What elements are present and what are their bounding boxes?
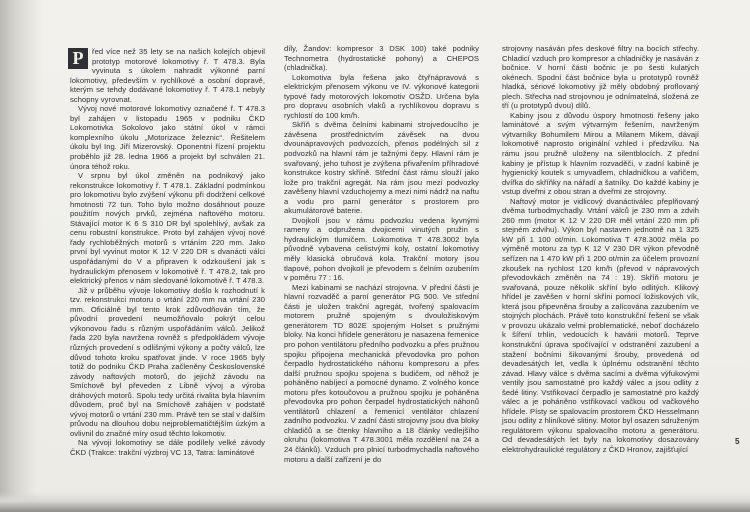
- paragraph-text: řed více než 35 lety se na našich kolejích objevil prototyp motorové lokomotivy ř. T 478.3. Byla vyvinuta s úkolem nahradit výkonné parní lokomotivy, především v rychlíkové a osobní dopravě, kterým se tehdy dodávané lokomotivy ř. T 478.1 nebyly schopny vyrovnat.: [70, 47, 265, 104]
- text-column-2: [284, 44, 479, 464]
- paragraph: Vývoj nové motorové lokomotivy označené ř. T 478.3 byl zahájen v listopadu 1965 v podniku ČKD Lokomotivka Sokolovo jako státní úkol v rámci komplexního úkolu „Motorizace železnic“. Řešitelem úkolu byl Ing. Jiří Mizerovský. Oponentní řízení projektu proběhlo již 28. ledna 1966 a projekt byl schválen 21. února téhož roku.: [70, 104, 265, 171]
- paragraph: Na vývoji lokomotivy se dále podílely velké závody ČKD (Trakce: trakční výzbroj VC 13, Tatra: laminátové: [70, 438, 265, 457]
- paragraph: Skříň s dvěma čelními kabinami strojvedoucího je závěsena prostřednictvím závěsek na dvou dvounápravových podvozcích, přenos podélných sil z podvozků na hlavní rám je tažnými čepy. Hlavní rám je svařovaný, jeho tuhost je zvýšena přivařením příhradové konstrukce kostry skříně. Střední část rámu slouží jako lože pro trakční agregát. Na rám jsou mezi podvozky zavěšeny hlavní vzduchojemy a mezi nimi nádrž na naftu a vodu pro parní generátor s prostorem pro akumulátorové baterie.: [284, 120, 479, 216]
- paragraph: Již v průběhu vývoje lokomotivy došlo k rozhodnutí k tzv. rekonstrukci motoru o vrtání 220 mm na vrtání 230 mm. Oficiálně byl tento krok zdůvodňován tím, že původní provedení neumožňovalo pokrýt celou výkonovou řadu s různým uspořádáním válců. Jelikož řada 220 byla navržena rovněž s předpokládem vývoje různých provedení s odlišnými výkony a počty válců, lze důvod tohoto kroku spatřovat jinde. V roce 1965 byly totiž do podniku ČKD Praha začleněny Československé závody naftových motorů, do jejichž závodu na Smíchově byl převeden z Libně vývoj a výroba dráhových motorů. Spolu tedy určitá rivalita byla hlavním důvodem, proč byl na Smíchově zahájen v podstatě vývoj motorů o vrtání 230 mm. Právě ten se stal v dalším průvodu na dlouhou dobu nejproblematičtějším úzkým a ovlivnil do značné míry osud těchto lokomotiv.: [70, 285, 265, 438]
- paragraph: V srpnu byl úkol změněn na podnikový jako rekonstrukce lokomotivy ř. T 478.1. Základní podmínkou pro lokomotivu bylo zvýšení výkonu při dodržení celkové hmotnosti 72 tun. Toho bylo možno dosáhnout pouze použitím nových prvků, zejména naftového motoru. Stávající motor K 6 S 310 DR byl spolehlivý, avšak za cenu robustní konstrukce. Proto byl zahájen vývoj nové řady rychloběžných motorů s vrtáním 220 mm. Jako první byl vyvinut motor K 12 V 220 DR s dvanácti válci uspořádanými do V a připraven k odzkoušení jak s hydraulickým přenosem v lokomotivě ř. T 478.2, tak pro elektrický přenos v nám sledované lokomotivě ř. T 478.3.: [70, 171, 265, 286]
- paragraph: díly, Žandov: kompresor 3 DSK 100) také podniky Technometra (hydrostatické pohony) a CHEPOS (chladnička).: [284, 44, 479, 73]
- paragraph: Mezi kabinami se nachází strojovna. V přední části je hlavní rozvaděč a parní generátor PG 500. Ve střední části je uložen trakční agregát, tvořený spalovacím motorem pružně spojeným s dvouložiskovým generátorem TD 802E spojeným Holset s pružnými bloky. Na konci hřídele generátoru je nasazena řemenice pro pohon ventilátoru předního podvozku a přes pružnou spojku připojena mechanická převodovka pro pohon čerpadlo hydrostatického náhonu kompresoru a přes další pružnou spojku spojena s budičem, od něhož je poháněno nabíjecí a pomocné dynamo. Z volného konce motoru přes kotoučovou a pružnou spojku je poháněna převodovka pro pohon čerpadel hydrostatických náhonů ventilátorů chlazení a řemenicí ventilátor chlazení zadního podvozku. V zadní části strojovny jsou dva bloky chladičů a se čtenky hlavního a 18 články vedlejšího okruhu (lokomotiva T 478.3001 měla rozdělení na 24 a 24 článků). Vzduch pro plnicí turbodmychadla naftového motoru a další zařízení je do: [284, 282, 479, 464]
- paragraph: Lokomotiva byla řešena jako čtyřnápravová s elektrickým přenosem výkonu ve IV. výkonové kategorii typové řady motorových lokomotiv OSŽD. Určena byla pro dopravu osobních vlaků a rychlíkovou dopravu s rychlostí do 100 km/h.: [284, 72, 479, 120]
- paragraph: strojovny nasáván přes deskové filtry na bocích střechy. Chladicí vzduch pro kompresor a chladničky je nasáván z bočnice. V horní části bočnic je po šesti kulatých okénech. Spodní část bočnice byla u prototypů rovněž hladká, sériové lokomotivy již měly obdobný proflovaný plech. Střecha nad strojovnou je odnímatelná, složená ze tří (u prototypů dvou) dílů.: [502, 44, 699, 111]
- text-column-1: [70, 47, 265, 458]
- paragraph: [70, 47, 265, 104]
- page-number: 5: [735, 437, 740, 446]
- text-column-3: [502, 44, 699, 455]
- page-bottom-edge: [0, 492, 750, 512]
- paragraph: Kabiny jsou z důvodu úspory hmotnosti řešeny jako laminátové a svým výtvarným řešením, navrženým výtvarníky Bohumilem Mirou a Milanem Mikem, dávají lokomotivě naprosto originální vzhled i předzvíku. Na rámu jsou pružně uloženy na silentblocích. Z přední kabiny je přístup k hlavním rozvaděči, v zadní kabině je hygienický koutek s umyvadlem, chladničkou a vařičem, dvířka do skříňky na nářadí a šatníky. Do každé kabiny je vstup dveřmi z obou stran a dveřmi ze strojovny.: [502, 110, 699, 197]
- paragraph: Dvojkolí jsou v rámu podvozku vedena kyvnými rameny a odpružena dvojicemi vinutých pružin s hydraulickým tlumičem. Lokomotiva T 478.3002 byla původně vybavena celistvými koly, ostatní lokomotivy měly klasická obručová kola. Trakční motory jsou tlapové, pohon dvojkolí je převodem s čelním ozubením v poměru 77 : 16.: [284, 215, 479, 283]
- paragraph: Naftový motor je vidlicový dvanáctiválec přeplňovaný dvěma turbodmychadly. Vrtání válců je 230 mm a zdvih 260 mm (motor K 12 V 220 DR měl vrtání 220 mm při stejném zdvihu). Výkon byl nastaven jednotně na 1 325 kW při 1 100 ot/min. Lokomotiva T 478.3002 měla po výměně motoru za typ K 12 V 230 DR výkon převodně seřízen na 1 470 kW při 1 200 ot/min za účelem provozní zkoušek na rychlost 120 km/h (převod v nápravových převodovkách změněn na 74 : 19). Skříň motoru je svařovaná, pouze několik skříní bylo odlitých. Klikový hřídel je zavěšen v horní skříni pomocí ložiskových vík, která jsou připevněna šrouby a zalícována zazubením ve stojných plochách. Právě toto konstrukční řešení se však v provozu ukázalo velmi problematické, neboť docházelo k šíření trhlin, vedoucích k havárii motorů. Teprve konstrukční úprava spočívající v odstranění zazubení a stažení bočními šikovanými šrouby, provedená od devadesátých let, vedla k úplnému odstranění těchto závad. Hlavy válce s dvěma sacími a dvěma výfukovými ventily jsou samostatné pro každý válec a jsou odlity z šedé litiny. Vstřikovací čerpadlo je samostatné pro každý válec a je poháněno vstřikovací vačkou od vačkového hřídele. Písty se spalovacím prostorem ČKD Hesselmann jsou odlity z hliníkové slitiny. Motor byl osazen sdruženým regulátorem výkonu spalovacího motoru a generátoru. Od devadesátých let byly na lokomotivy dosazovány elektrohydraulické regulátory z ČKD Hronov, zajišťující: [502, 196, 699, 454]
- book-gutter-shadow: [0, 0, 44, 512]
- drop-cap: P: [68, 48, 88, 69]
